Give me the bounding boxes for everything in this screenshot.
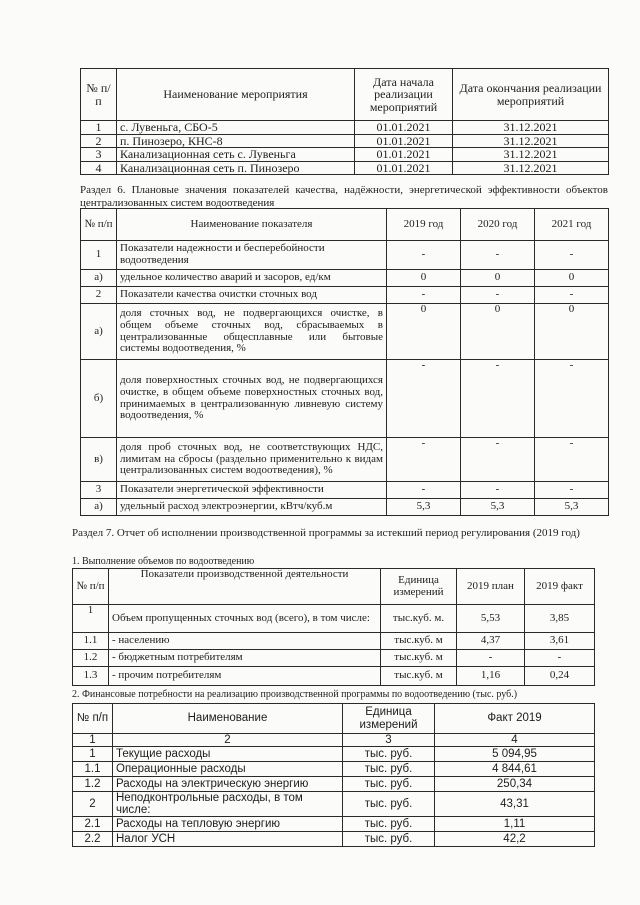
table-row: 1.1 - населению тыс.куб. м 4,37 3,61 bbox=[73, 633, 595, 650]
col-header-fact: 2019 факт bbox=[525, 569, 595, 605]
table-row: 2.2 Налог УСН тыс. руб. 42,2 bbox=[73, 832, 595, 847]
table-row: 3 Показатели энергетической эффективности - - - bbox=[81, 482, 609, 499]
col-header-num: № п/п bbox=[81, 69, 117, 121]
col-header-num: № п/п bbox=[73, 704, 113, 734]
col-header-unit: Единица измерений bbox=[381, 569, 457, 605]
table-row: 1 2 3 4 bbox=[73, 734, 595, 747]
col-header-num: № п/п bbox=[73, 569, 109, 605]
table-row: 1 Текущие расходы тыс. руб. 5 094,95 bbox=[73, 747, 595, 762]
table-row: 1 Показатели надежности и бесперебойности водоотведения - - - bbox=[81, 241, 609, 270]
indicators-table bbox=[80, 208, 609, 516]
table-row: 2.1 Расходы на тепловую энергию тыс. руб. 1,11 bbox=[73, 817, 595, 832]
table-row: б) доля поверхностных сточных вод, не подвергающихся очистке, в общем объеме поверхностных сточных вод, принимаемых в централизованную ливневую систему водоотведения, % - - - bbox=[81, 360, 609, 438]
table-row: 2 п. Пинозеро, КНС-8 01.01.2021 31.12.2021 bbox=[81, 134, 609, 148]
table-row: а) доля сточных вод, не подвергающихся очистке, в общем объеме сточных вод, сбрасываемых в централизованные общесплавные или бытовые системы водоотведения, % 0 0 0 bbox=[81, 304, 609, 360]
table-row: 2 Показатели качества очистки сточных вод - - - bbox=[81, 287, 609, 304]
table-row: 2 Неподконтрольные расходы, в том числе: тыс. руб. 43,31 bbox=[73, 792, 595, 817]
col-header-unit: Единица измерений bbox=[343, 704, 435, 734]
table-row: 1 Объем пропущенных сточных вод (всего), в том числе: тыс.куб. м. 5,53 3,85 bbox=[73, 605, 595, 633]
table-row: 1.2 Расходы на электрическую энергию тыс. руб. 250,34 bbox=[73, 777, 595, 792]
table-row: 4 Канализационная сеть п. Пинозеро 01.01.2021 31.12.2021 bbox=[81, 161, 609, 175]
col-header-name: Наименование bbox=[113, 704, 343, 734]
col-header-start: Дата начала реализации мероприятий bbox=[355, 69, 453, 121]
col-header-indicator: Показатели производственной деятельности bbox=[109, 569, 381, 605]
section6-title: Раздел 6. Плановые значения показателей качества, надёжности, энергетической эффективности объектов централизованных систем водоотведения bbox=[80, 184, 608, 209]
col-header-end: Дата окончания реализации мероприятий bbox=[453, 69, 609, 121]
section7-title: Раздел 7. Отчет об исполнении производственной программы за истекший период регулирования (2019 год) bbox=[72, 527, 580, 539]
table-row: 1.1 Операционные расходы тыс. руб. 4 844,61 bbox=[73, 762, 595, 777]
events-table bbox=[80, 68, 609, 175]
col-header-2020: 2020 год bbox=[461, 209, 535, 241]
volumes-table bbox=[72, 568, 595, 686]
finance-table bbox=[72, 703, 595, 847]
table-row: в) доля проб сточных вод, не соответствующих НДС, лимитам на сбросы (раздельно применительно к видам централизованных систем водоотведения), % - - - bbox=[81, 438, 609, 482]
subsection-1-title: 1. Выполнение объемов по водоотведению bbox=[72, 556, 255, 567]
subsection-2-title: 2. Финансовые потребности на реализацию производственной программы по водоотведению (тыс. руб.) bbox=[72, 689, 518, 700]
col-header-2021: 2021 год bbox=[535, 209, 609, 241]
table-row: а) удельное количество аварий и засоров, ед/км 0 0 0 bbox=[81, 270, 609, 287]
col-header-indicator: Наименование показателя bbox=[117, 209, 387, 241]
col-header-2019: 2019 год bbox=[387, 209, 461, 241]
table-row: а) удельный расход электроэнергии, кВтч/куб.м 5,3 5,3 5,3 bbox=[81, 499, 609, 516]
table-row: 1 с. Лувеньга, СБО-5 01.01.2021 31.12.2021 bbox=[81, 121, 609, 135]
table-row: 3 Канализационная сеть с. Лувеньга 01.01.2021 31.12.2021 bbox=[81, 148, 609, 162]
table-row: 1.3 - прочим потребителям тыс.куб. м 1,16 0,24 bbox=[73, 667, 595, 686]
col-header-plan: 2019 план bbox=[457, 569, 525, 605]
col-header-num: № п/п bbox=[81, 209, 117, 241]
col-header-fact: Факт 2019 bbox=[435, 704, 595, 734]
table-row: 1.2 - бюджетным потребителям тыс.куб. м - - bbox=[73, 650, 595, 667]
col-header-name: Наименование мероприятия bbox=[117, 69, 355, 121]
